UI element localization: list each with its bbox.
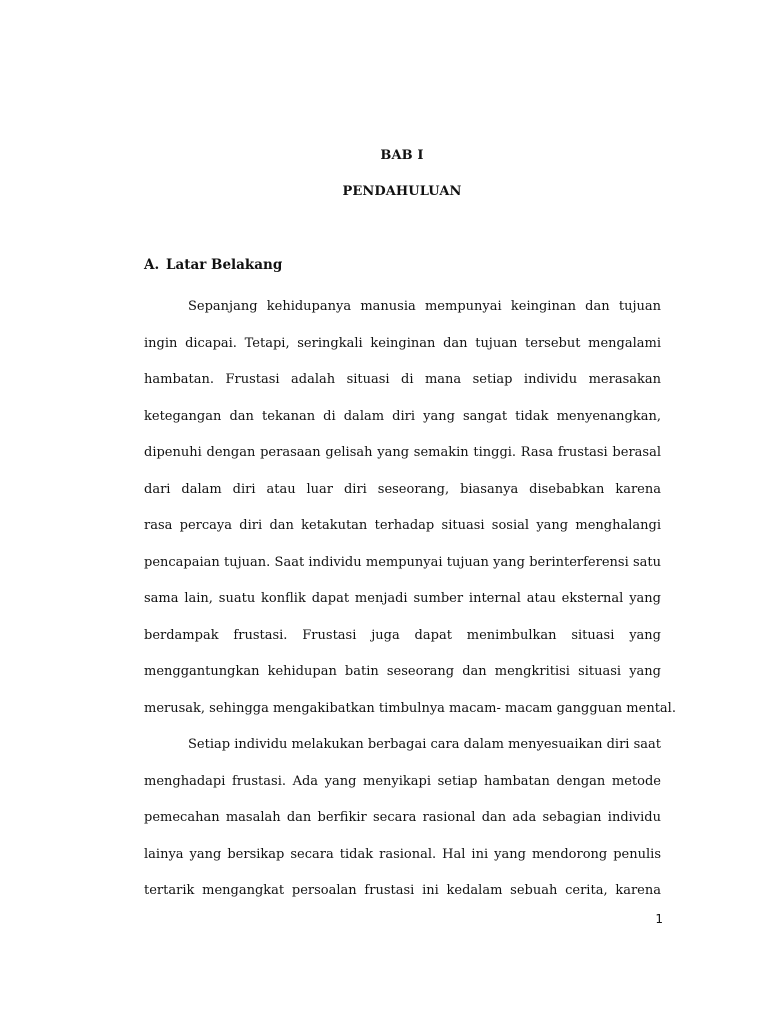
- body-text: [144, 289, 676, 910]
- chapter-title: PENDAHULUAN: [342, 184, 462, 199]
- text-line: Setiap individu melakukan berbagai cara dalam menyesuaikan diri saat: [188, 737, 661, 752]
- text-line: ingin dicapai. Tetapi, seringkali keinginan dan tujuan tersebut mengalami: [144, 335, 661, 351]
- section-title: Latar Belakang: [166, 257, 283, 273]
- text-line: dipenuhi dengan perasaan gelisah yang semakin tinggi. Rasa frustasi berasal: [144, 445, 661, 460]
- text-line: lainya yang bersikap secara tidak rasional. Hal ini yang mendorong penulis: [144, 846, 661, 862]
- section-letter: A.: [144, 257, 160, 273]
- text-line: berdampak frustasi. Frustasi juga dapat menimbulkan situasi yang: [144, 627, 661, 643]
- chapter-number: BAB I: [380, 148, 424, 163]
- text-line: menggantungkan kehidupan batin seseorang dan mengkritisi situasi yang: [144, 664, 661, 679]
- text-line: merusak, sehingga mengakibatkan timbulnya macam- macam gangguan mental.: [144, 700, 676, 716]
- text-line: ketegangan dan tekanan di dalam diri yang sangat tidak menyenangkan,: [144, 408, 661, 424]
- section-heading: [144, 257, 282, 273]
- text-line: pencapaian tujuan. Saat individu mempunyai tujuan yang berinterferensi satu: [144, 554, 661, 570]
- text-line: pemecahan masalah dan berfikir secara rasional dan ada sebagian individu: [144, 810, 661, 825]
- text-line: hambatan. Frustasi adalah situasi di mana setiap individu merasakan: [144, 372, 661, 387]
- text-line: tertarik mengangkat persoalan frustasi ini kedalam sebuah cerita, karena: [144, 883, 661, 898]
- text-line: dari dalam diri atau luar diri seseorang, biasanya disebabkan karena: [144, 481, 661, 497]
- text-line: menghadapi frustasi. Ada yang menyikapi setiap hambatan dengan metode: [144, 773, 661, 789]
- text-line: rasa percaya diri dan ketakutan terhadap situasi sosial yang menghalangi: [144, 518, 661, 533]
- page-number: 1: [655, 912, 663, 926]
- text-line: sama lain, suatu konflik dapat menjadi sumber internal atau eksternal yang: [144, 591, 661, 606]
- text-line: Sepanjang kehidupanya manusia mempunyai keinginan dan tujuan: [188, 299, 661, 314]
